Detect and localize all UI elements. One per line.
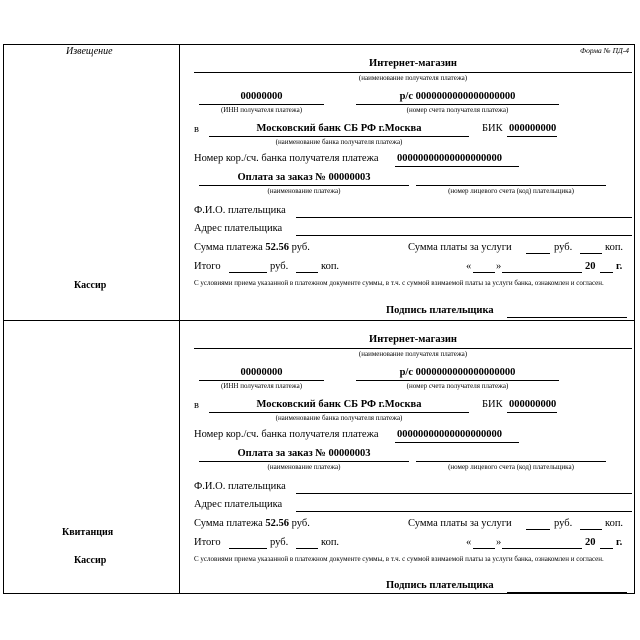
signature-label: Подпись плательщика <box>386 305 494 316</box>
service-rub-line <box>526 253 550 254</box>
year-line <box>600 272 613 273</box>
purpose-value: Оплата за заказ № 00000003 <box>237 172 371 183</box>
bank-prefix: в <box>194 400 199 411</box>
personal-account-line <box>416 461 606 462</box>
signature-line <box>507 592 627 593</box>
year-prefix: 20 <box>585 537 596 548</box>
service-rub: руб. <box>554 242 573 253</box>
year-prefix: 20 <box>585 261 596 272</box>
inn-line <box>199 380 324 381</box>
sum-row <box>194 242 310 253</box>
year-line <box>600 548 613 549</box>
total-kop: коп. <box>321 537 340 548</box>
bank-prefix: в <box>194 124 199 135</box>
corr-line <box>395 442 519 443</box>
service-kop-line <box>580 529 602 530</box>
service-label: Сумма платы за услуги <box>408 518 512 529</box>
corr-line <box>395 166 519 167</box>
total-label: Итого <box>194 261 221 272</box>
date-open: « <box>466 261 472 272</box>
total-kop: коп. <box>321 261 340 272</box>
sum-label: Сумма платежа <box>194 242 263 253</box>
bank-caption: (наименование банка получателя платежа) <box>275 138 403 146</box>
total-label: Итого <box>194 537 221 548</box>
cashier-label-bottom: Кассир <box>74 555 107 566</box>
corr-value: 00000000000000000000 <box>397 429 502 440</box>
bik-line <box>507 412 557 413</box>
terms-text: С условиями приема указанной в платежном документе суммы, в т.ч. с суммой взимаемой платы за услуги банка, ознакомлен и согласен. <box>194 279 604 287</box>
terms-text: С условиями приема указанной в платежном документе суммы, в т.ч. с суммой взимаемой платы за услуги банка, ознакомлен и согласен. <box>194 555 604 563</box>
payer-address-label: Адрес плательщика <box>194 499 283 510</box>
total-rub: руб. <box>270 537 289 548</box>
service-kop-line <box>580 253 602 254</box>
personal-account-caption: (номер лицевого счета (код) плательщика) <box>448 463 574 471</box>
recipient-caption: (наименование получателя платежа) <box>358 74 468 82</box>
date-month-line <box>502 272 582 273</box>
sum-row <box>194 518 310 529</box>
year-suffix: г. <box>616 537 623 548</box>
payer-address-label: Адрес плательщика <box>194 223 283 234</box>
notice-section <box>4 45 636 320</box>
personal-account-line <box>416 185 606 186</box>
date-month-line <box>502 548 582 549</box>
receipt-label: Квитанция <box>62 527 114 538</box>
service-rub: руб. <box>554 518 573 529</box>
bik-value: 000000000 <box>509 399 557 410</box>
corr-value: 00000000000000000000 <box>397 153 502 164</box>
payer-name-line <box>296 217 632 218</box>
corr-label: Номер кор./сч. банка получателя платежа <box>194 429 379 440</box>
signature-line <box>507 317 627 318</box>
form-number: Форма № ПД-4 <box>580 46 629 55</box>
purpose-caption: (наименование платежа) <box>267 463 341 471</box>
payer-name-label: Ф.И.О. плательщика <box>194 481 286 492</box>
date-close: » <box>496 261 502 272</box>
receipt-section <box>4 321 636 596</box>
account-line <box>356 104 559 105</box>
date-close: » <box>496 537 502 548</box>
payer-name-label: Ф.И.О. плательщика <box>194 205 286 216</box>
payer-address-line <box>296 235 632 236</box>
purpose-caption: (наименование платежа) <box>267 187 341 195</box>
total-rub: руб. <box>270 261 289 272</box>
sum-label: Сумма платежа <box>194 518 263 529</box>
bank-line <box>209 412 469 413</box>
inn-caption: (ИНН получателя платежа) <box>220 382 303 390</box>
total-rub-line <box>229 548 267 549</box>
account-caption: (номер счета получателя платежа) <box>406 106 509 114</box>
payment-form-pd4 <box>3 44 635 594</box>
date-day-line <box>473 272 495 273</box>
inn-caption: (ИНН получателя платежа) <box>220 106 303 114</box>
purpose-line <box>199 185 409 186</box>
notice-label: Извещение <box>66 46 113 57</box>
payer-address-line <box>296 511 632 512</box>
account-caption: (номер счета получателя платежа) <box>406 382 509 390</box>
bank-caption: (наименование банка получателя платежа) <box>275 414 403 422</box>
total-kop-line <box>296 272 318 273</box>
inn-line <box>199 104 324 105</box>
service-label: Сумма платы за услуги <box>408 242 512 253</box>
recipient-line <box>194 348 632 349</box>
sum-rub: руб. <box>291 518 310 529</box>
purpose-line <box>199 461 409 462</box>
account-line <box>356 380 559 381</box>
date-open: « <box>466 537 472 548</box>
inn-value: 00000000 <box>240 91 283 102</box>
recipient-name: Интернет-магазин <box>369 334 457 345</box>
inn-value: 00000000 <box>240 367 283 378</box>
service-kop: коп. <box>605 242 624 253</box>
bank-name: Московский банк СБ РФ г.Москва <box>256 399 422 410</box>
bik-value: 000000000 <box>509 123 557 134</box>
date-day-line <box>473 548 495 549</box>
signature-label: Подпись плательщика <box>386 580 494 591</box>
service-kop: коп. <box>605 518 624 529</box>
sum-value: 52.56 <box>265 242 290 253</box>
bik-line <box>507 136 557 137</box>
recipient-caption: (наименование получателя платежа) <box>358 350 468 358</box>
payer-name-line <box>296 493 632 494</box>
total-kop-line <box>296 548 318 549</box>
account-value: р/с 0000000000000000000 <box>399 367 516 378</box>
recipient-name: Интернет-магазин <box>369 58 457 69</box>
total-rub-line <box>229 272 267 273</box>
sum-value: 52.56 <box>265 518 290 529</box>
year-suffix: г. <box>616 261 623 272</box>
personal-account-caption: (номер лицевого счета (код) плательщика) <box>448 187 574 195</box>
service-rub-line <box>526 529 550 530</box>
corr-label: Номер кор./сч. банка получателя платежа <box>194 153 379 164</box>
bank-line <box>209 136 469 137</box>
bik-label: БИК <box>482 399 503 410</box>
bank-name: Московский банк СБ РФ г.Москва <box>256 123 422 134</box>
bik-label: БИК <box>482 123 503 134</box>
cashier-label-top: Кассир <box>74 280 107 291</box>
purpose-value: Оплата за заказ № 00000003 <box>237 448 371 459</box>
account-value: р/с 0000000000000000000 <box>399 91 516 102</box>
sum-rub: руб. <box>291 242 310 253</box>
recipient-line <box>194 72 632 73</box>
